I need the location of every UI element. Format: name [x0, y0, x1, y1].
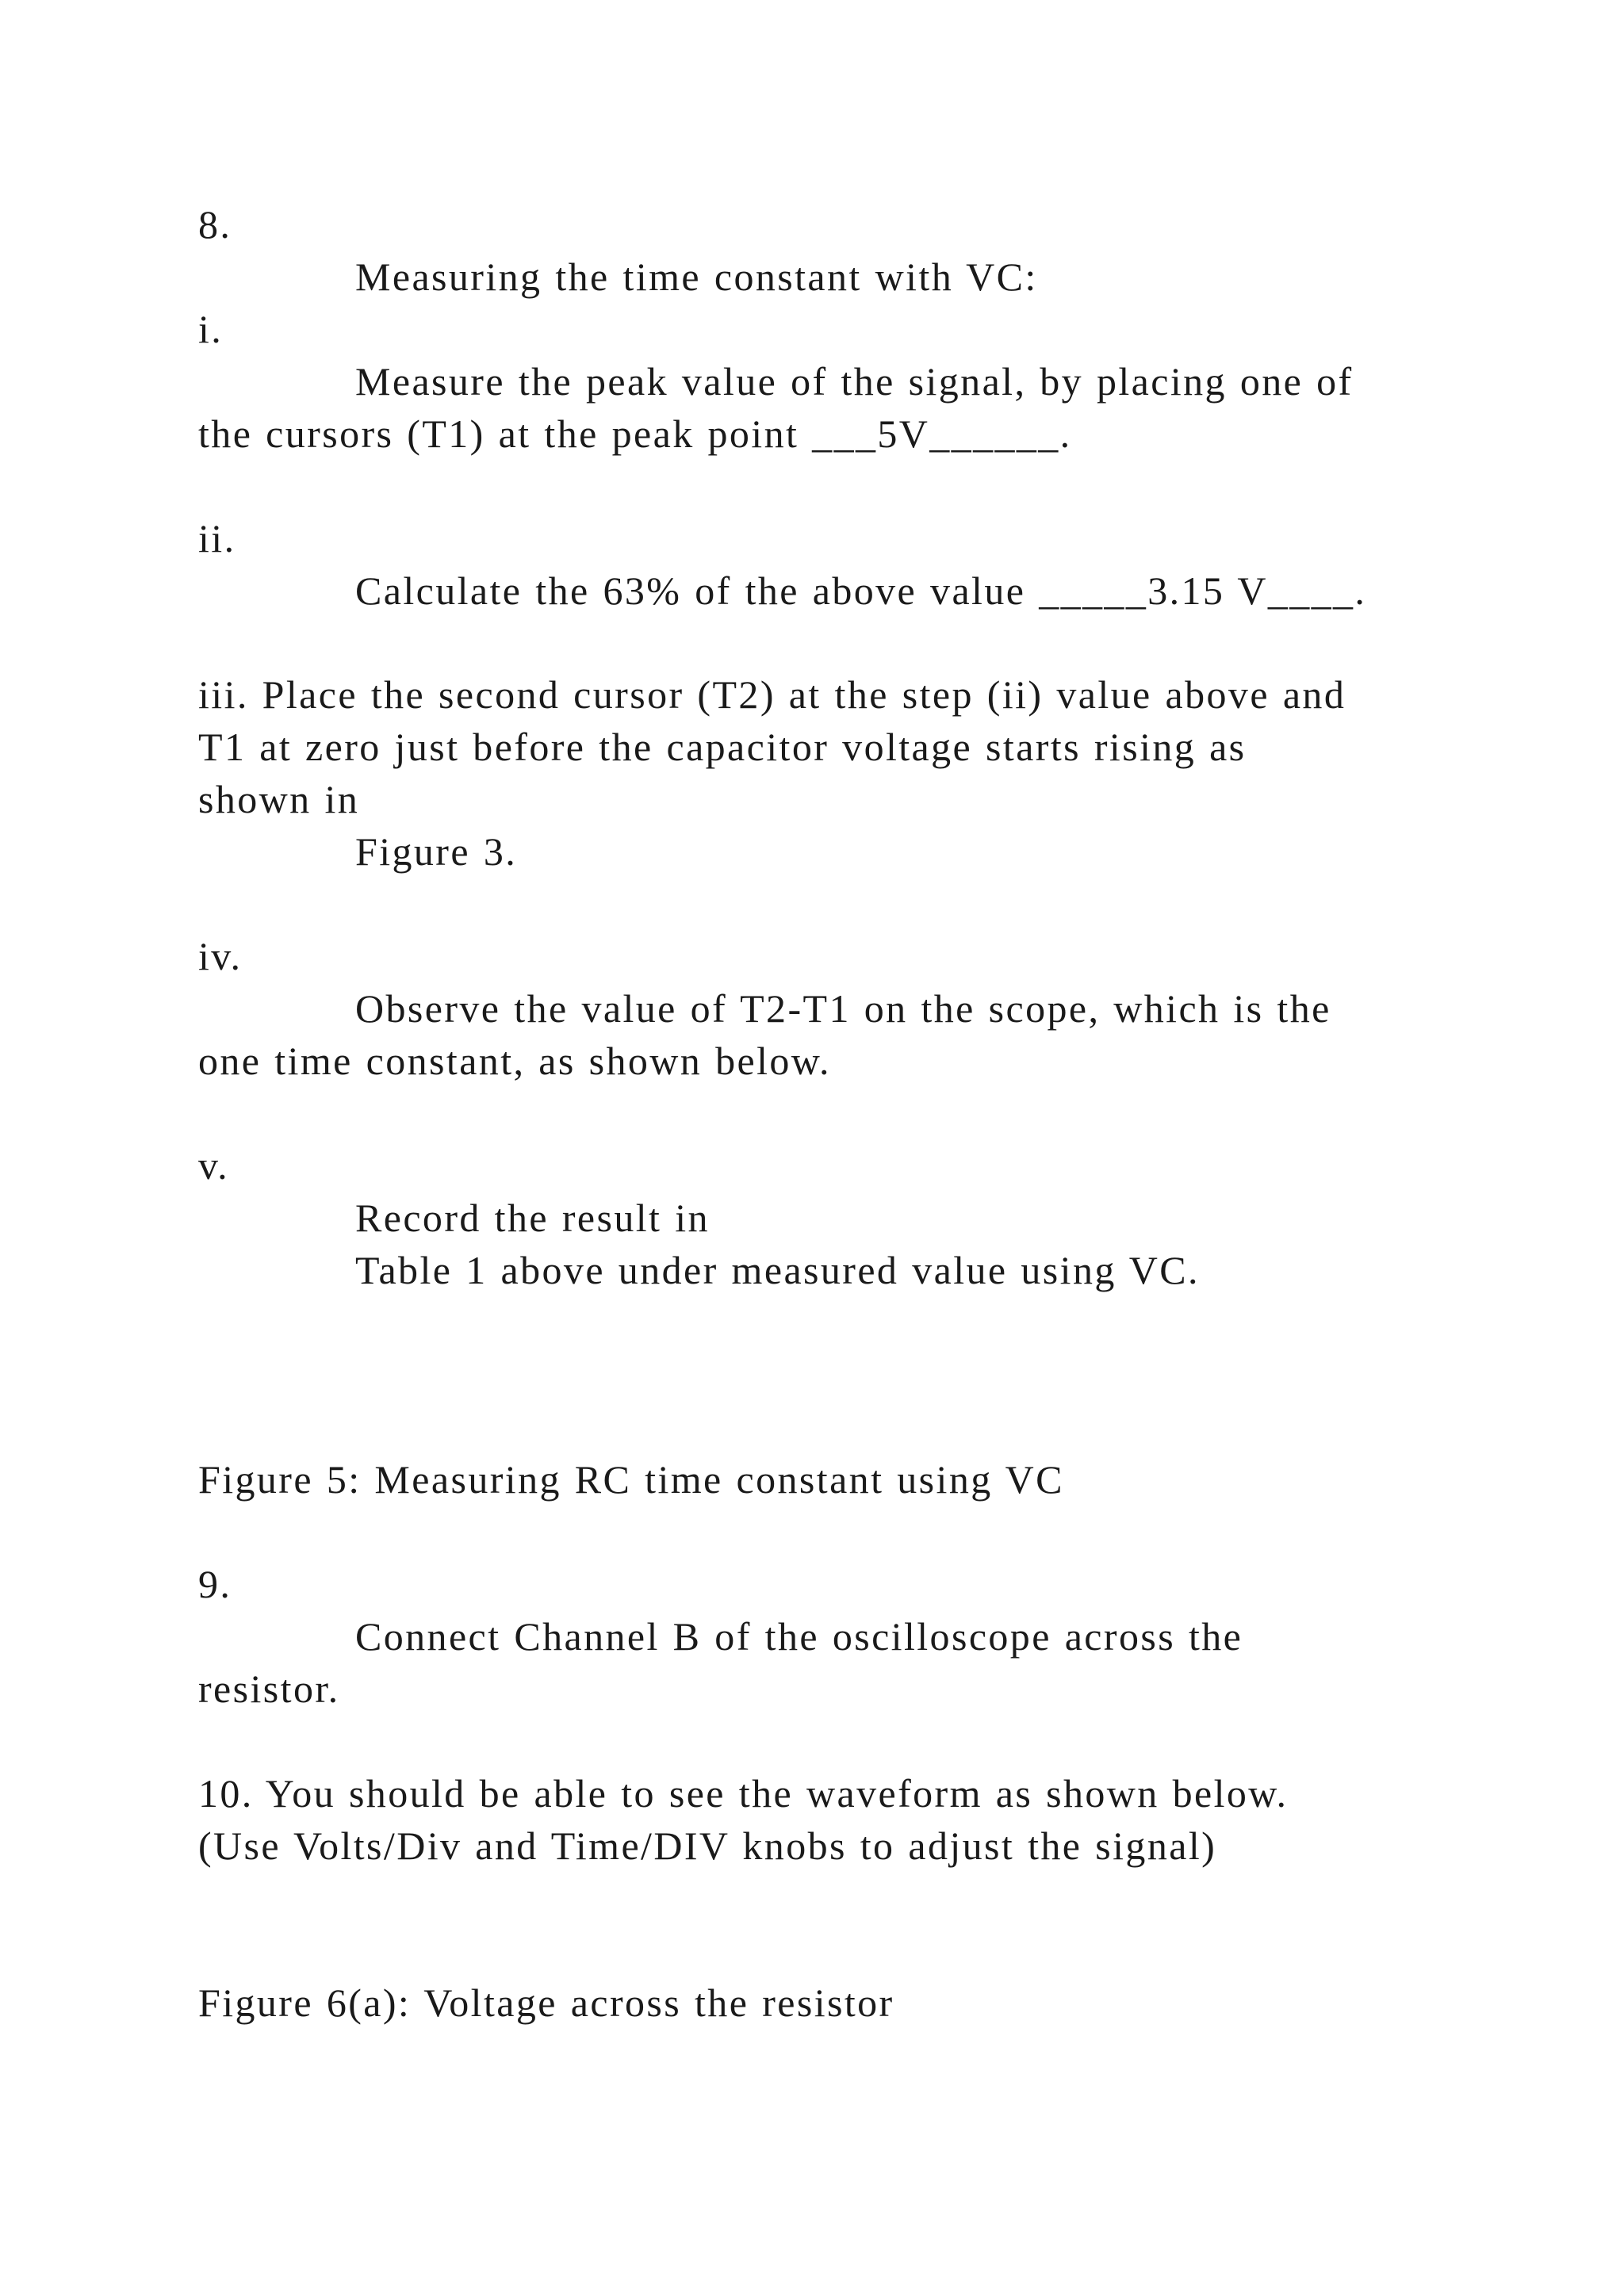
step-10-text-line-1: 10. You should be able to see the waveform as shown below. — [198, 1771, 1289, 1816]
substep-v-text-line-1: Record the result in — [355, 1196, 710, 1240]
step-9-text-line-1: Connect Channel B of the oscilloscope across the — [355, 1614, 1243, 1659]
substep-ii-text: Calculate the 63% of the above value _____3.15 V____. — [355, 568, 1367, 613]
substep-i-text-line-2: the cursors (T1) at the peak point ___5V______. — [198, 411, 1072, 456]
step-10-text-line-2: (Use Volts/Div and Time/DIV knobs to adjust the signal) — [198, 1823, 1217, 1868]
substep-iii-text-line-3: shown in — [198, 777, 360, 821]
substep-iii-text-line-2: T1 at zero just before the capacitor voltage starts rising as — [198, 725, 1247, 769]
substep-i-text-line-1: Measure the peak value of the signal, by placing one of — [355, 359, 1354, 404]
step-8-number: 8. — [198, 202, 232, 247]
substep-v-text-line-2: Table 1 above under measured value using VC. — [355, 1248, 1200, 1292]
substep-iv-number: iv. — [198, 934, 243, 978]
substep-iv-text-line-1: Observe the value of T2-T1 on the scope, which is the — [355, 986, 1331, 1031]
step-9-text-line-2: resistor. — [198, 1667, 340, 1711]
substep-iii-figure-ref: Figure 3. — [355, 829, 518, 874]
figure-5-caption: Figure 5: Measuring RC time constant using VC — [198, 1457, 1064, 1502]
substep-iii-text-line-1: iii. Place the second cursor (T2) at the step (ii) value above and — [198, 672, 1346, 717]
substep-i-number: i. — [198, 307, 224, 351]
substep-v-number: v. — [198, 1143, 230, 1188]
figure-6a-caption: Figure 6(a): Voltage across the resistor — [198, 1980, 894, 2025]
step-8-heading: Measuring the time constant with VC: — [355, 254, 1038, 299]
substep-iv-text-line-2: one time constant, as shown below. — [198, 1039, 831, 1083]
substep-ii-number: ii. — [198, 516, 236, 561]
step-9-number: 9. — [198, 1562, 232, 1606]
